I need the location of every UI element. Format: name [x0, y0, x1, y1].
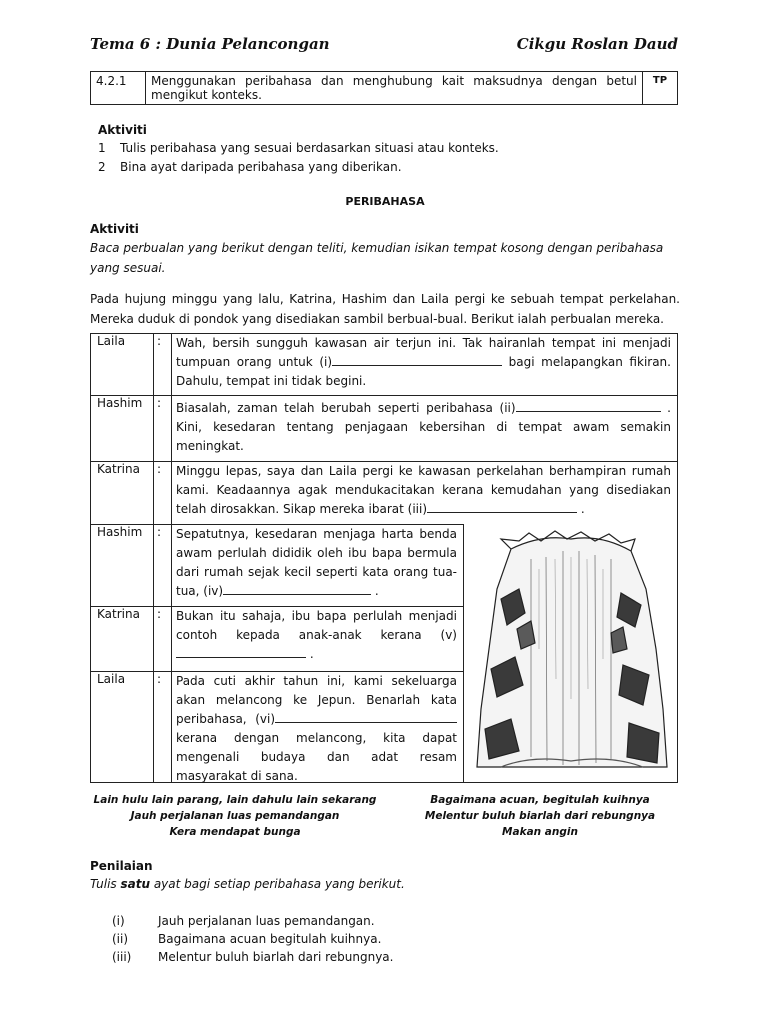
conversation-row: Laila : Pada cuti akhir tahun ini, kami sekeluarga akan melancong ke Jepun. Benarlah kata peribahasa, (vi) kerana dengan melancong, kita dapat mengenali budaya dan adat resam masyarakat di sana. — [91, 671, 463, 782]
objective-tp: TP — [643, 72, 678, 105]
answer-bank-right — [400, 792, 680, 840]
speaker-name: Hashim — [97, 396, 143, 410]
speech-text: Pada cuti akhir tahun ini, kami sekeluarga akan melancong ke Jepun. Benarlah kata peribahasa, (vi) kerana dengan melancong, kita dapat mengenali budaya dan adat resam masyarakat di sana. — [176, 674, 457, 783]
answer-blank-ii[interactable] — [516, 399, 661, 412]
answer-option: Melentur buluh biarlah dari rebungnya — [424, 810, 656, 822]
conversation-row: Laila : Wah, bersih sungguh kawasan air terjun ini. Tak hairanlah tempat ini menjadi tumpuan orang untuk (i) bagi melapangkan fikiran. Dahulu, tempat ini tidak begini. — [91, 334, 677, 395]
answer-blank-vi[interactable] — [275, 710, 457, 723]
penilaian-list — [112, 912, 612, 966]
answer-blank-iv[interactable] — [223, 582, 371, 595]
speaker-name: Laila — [97, 672, 126, 686]
header-author: Cikgu Roslan Daud — [516, 35, 678, 53]
intro-paragraph: Pada hujung minggu yang lalu, Katrina, Hashim dan Laila pergi ke sebuah tempat perkelahan. Mereka duduk di pondok yang disediakan sambil berbual-bual. Berikut ialah perbualan mereka. — [90, 292, 680, 326]
answer-blank-i[interactable] — [332, 353, 502, 366]
answer-bank — [90, 792, 680, 842]
section-title: PERIBAHASA — [345, 195, 425, 208]
aktiviti-title: Aktiviti — [90, 222, 139, 236]
speaker-name: Katrina — [97, 462, 140, 476]
speech-text: Biasalah, zaman telah berubah seperti peribahasa (ii) . Kini, kesedaran tentang penjagaan kebersihan di tempat awam semakin meningkat. — [176, 401, 671, 453]
conversation-row: Katrina : Bukan itu sahaja, ibu bapa perlulah menjadi contoh kepada anak-anak kerana (v) . — [91, 606, 463, 671]
aktiviti-title: Aktiviti — [98, 123, 147, 137]
aktiviti-instruction: Baca perbualan yang berikut dengan teliti, kemudian isikan tempat kosong dengan peribahasa yang sesuai. — [90, 241, 664, 275]
list-item: (i) Jauh perjalanan luas pemandangan. — [112, 914, 375, 928]
conversation-row: Hashim : Biasalah, zaman telah berubah seperti peribahasa (ii) . Kini, kesedaran tentang penjagaan kebersihan di tempat awam semakin meningkat. — [91, 395, 677, 461]
speaker-name: Katrina — [97, 607, 140, 621]
page-header — [90, 30, 678, 58]
objective-code: 4.2.1 — [91, 72, 146, 105]
speech-text: Minggu lepas, saya dan Laila pergi ke kawasan perkelahan berhampiran rumah kami. Keadaannya agak mendukacitakan kerana kemudahan yang disediakan telah dirosakkan. Sikap mereka ibarat (iii) . — [176, 464, 671, 516]
speaker-name: Laila — [97, 334, 126, 348]
speech-text: Bukan itu sahaja, ibu bapa perlulah menjadi contoh kepada anak-anak kerana (v) . — [176, 609, 457, 661]
objective-table — [90, 71, 678, 105]
penilaian-section — [90, 857, 680, 893]
header-theme: Tema 6 : Dunia Pelancongan — [90, 35, 330, 53]
list-item: (iii) Melentur buluh biarlah dari rebungnya. — [112, 950, 394, 964]
aktiviti-section-1 — [90, 121, 680, 177]
answer-option: Makan angin — [502, 826, 578, 838]
answer-option: Bagaimana acuan, begitulah kuihnya — [430, 794, 650, 806]
aktiviti-section-2 — [90, 220, 680, 278]
answer-option: Lain hulu lain parang, lain dahulu lain sekarang — [93, 794, 377, 806]
list-item: 2 Bina ayat daripada peribahasa yang diberikan. — [98, 160, 402, 174]
answer-option: Kera mendapat bunga — [169, 826, 301, 838]
penilaian-instruction: Tulis satu ayat bagi setiap peribahasa yang berikut. — [90, 877, 405, 891]
aktiviti-list — [90, 139, 680, 177]
speech-text: Wah, bersih sungguh kawasan air terjun ini. Tak hairanlah tempat ini menjadi tumpuan orang untuk (i) bagi melapangkan fikiran. Dahulu, tempat ini tidak begini. — [176, 336, 671, 388]
waterfall-illustration — [471, 529, 671, 779]
answer-option: Jauh perjalanan luas pemandangan — [130, 810, 340, 822]
answer-blank-v[interactable] — [176, 645, 306, 658]
answer-bank-left — [90, 792, 380, 840]
speaker-name: Hashim — [97, 525, 143, 539]
answer-blank-iii[interactable] — [427, 500, 577, 513]
list-item: 1 Tulis peribahasa yang sesuai berdasarkan situasi atau konteks. — [98, 141, 499, 155]
conversation-table — [90, 333, 678, 783]
objective-text: Menggunakan peribahasa dan menghubung kait maksudnya dengan betul mengikut konteks. — [146, 72, 643, 105]
speech-text: Sepatutnya, kesedaran menjaga harta benda awam perlulah dididik oleh ibu bapa bermula dari rumah sejak kecil seperti kata orang tua-tua, (iv) . — [176, 527, 457, 598]
list-item: (ii) Bagaimana acuan begitulah kuihnya. — [112, 932, 382, 946]
conversation-row: Hashim : Sepatutnya, kesedaran menjaga harta benda awam perlulah dididik oleh ibu bapa bermula dari rumah sejak kecil seperti kata orang tua-tua, (iv) . — [91, 524, 463, 606]
conversation-row: Katrina : Minggu lepas, saya dan Laila pergi ke kawasan perkelahan berhampiran rumah kami. Keadaannya agak mendukacitakan kerana kemudahan yang disediakan telah dirosakkan. Sikap mereka ibarat (iii) . — [91, 461, 677, 524]
image-divider — [463, 524, 464, 782]
penilaian-title: Penilaian — [90, 859, 153, 873]
